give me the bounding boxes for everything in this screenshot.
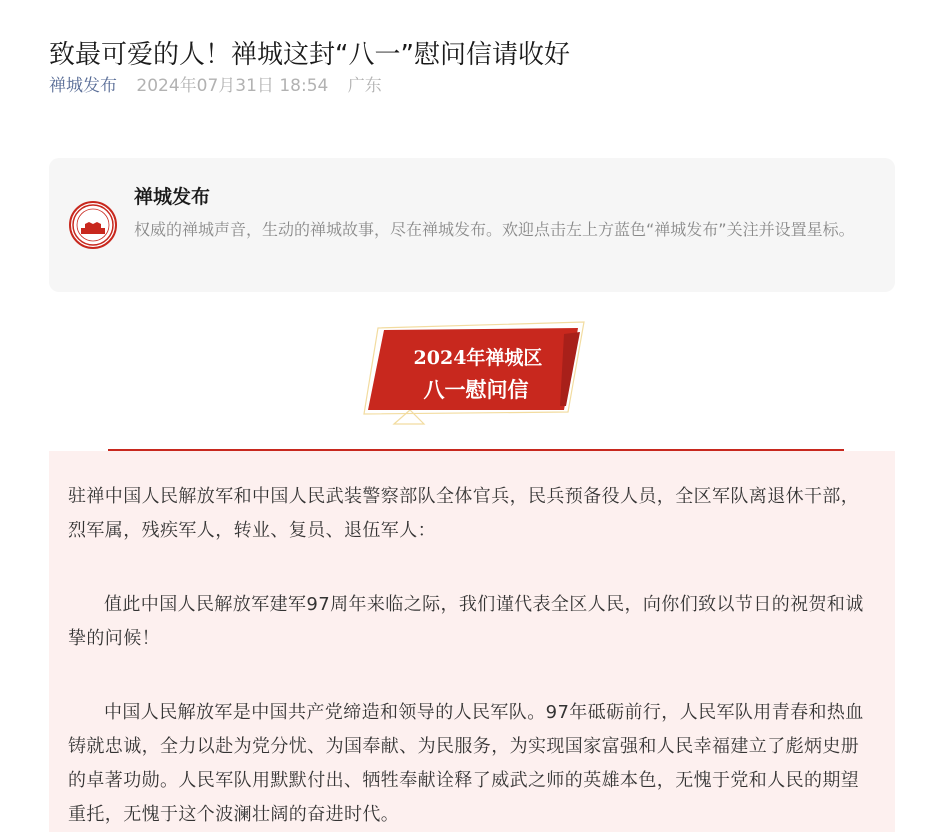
account-avatar	[69, 201, 117, 249]
publish-location: 广东	[347, 76, 382, 96]
article-title: 致最可爱的人！禅城这封“八一”慰问信请收好	[49, 40, 570, 71]
account-profile-card[interactable]	[49, 158, 895, 292]
avatar-logo-icon	[71, 203, 115, 247]
banner-ribbon-graphic	[360, 320, 592, 426]
account-name: 禅城发布	[134, 186, 211, 208]
letter-salutation: 驻禅中国人民解放军和中国人民武装警察部队全体官兵，民兵预备役人员，全区军队离退休干部，烈军属，残疾军人，转业、复员、退伍军人：	[68, 486, 860, 541]
article-meta	[49, 73, 382, 99]
banner-letter-title: 八一慰问信	[423, 378, 529, 402]
letter-paragraph: 值此中国人民解放军建军97周年来临之际，我们谨代表全区人民，向你们致以节日的祝贺和诚挚的问候！	[68, 594, 864, 649]
banner-year-title: 2024年禅城区	[413, 347, 543, 369]
letter-paragraph: 中国人民解放军是中国共产党缔造和领导的人民军队。97年砥砺前行，人民军队用青春和热血铸就忠诚，全力以赴为党分忧、为国奉献、为民服务，为实现国家富强和人民幸福建立了彪炳史册的卓著功勋。人民军队用默默付出、牺牲奉献诠释了威武之师的英雄本色，无愧于党和人民的期望重托，无愧于这个波澜壮阔的奋进时代。	[68, 702, 864, 825]
publish-date: 2024年07月31日 18:54	[136, 76, 329, 96]
account-description: 权威的禅城声音，生动的禅城故事，尽在禅城发布。欢迎点击左上方蓝色“禅城发布”关注并设置星标。	[134, 220, 855, 239]
letter-body	[49, 451, 895, 832]
letter-banner	[360, 320, 592, 426]
author-link[interactable]: 禅城发布	[49, 76, 117, 96]
